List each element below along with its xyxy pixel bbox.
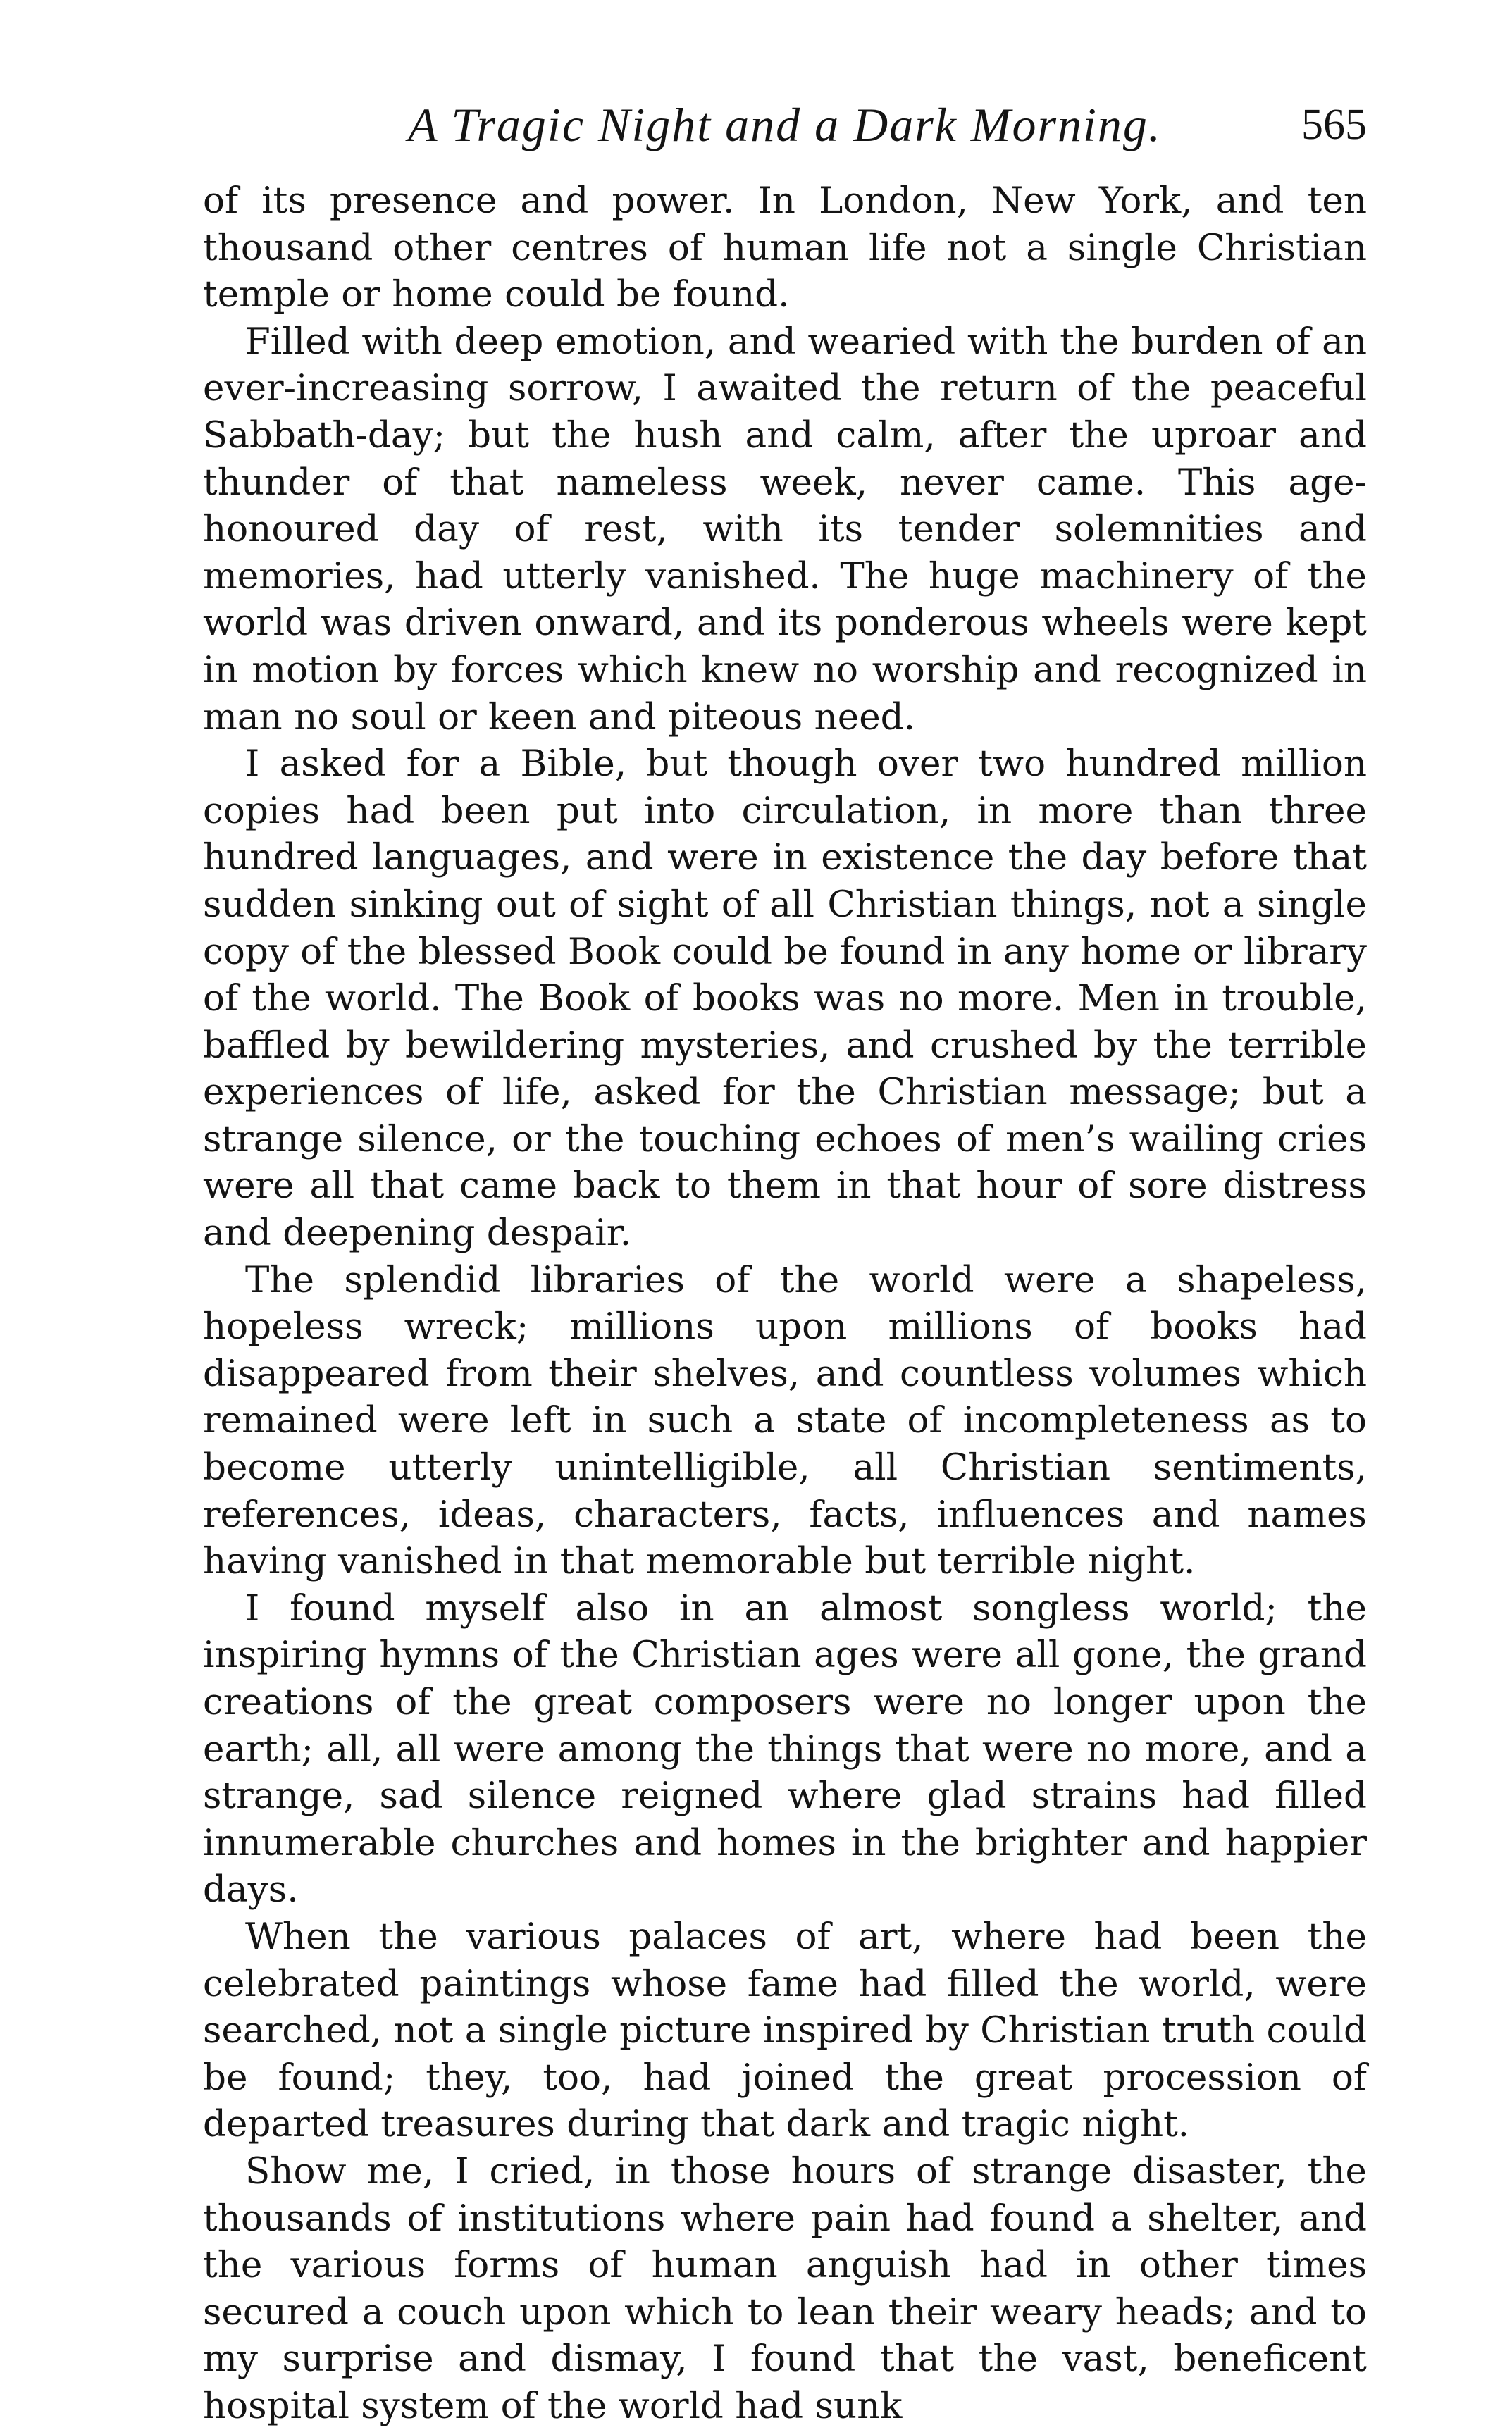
- paragraph: I found myself also in an almost songless world; the inspiring hymns of the Christian ages were all gone, the grand creations of the great composers were no longer upon the earth; all, all were among the things that were no more, and a strange, sad silence reigned where glad strains had filled innumerable churches and homes in the brighter and happier days.: [203, 1587, 1367, 1911]
- page-header: [203, 97, 1367, 161]
- body-text: [203, 178, 1367, 2430]
- running-title: A Tragic Night and a Dark Morning.: [408, 98, 1162, 151]
- paragraph: The splendid libraries of the world were a shapeless, hopeless wreck; millions upon millions of books had disappeared from their shelves, and countless volumes which remained were left in such a state of incompleteness as to become utterly unintelligible, all Christian sentiments, references, ideas, characters, facts, influences and names having vanished in that memorable but terrible night.: [203, 1258, 1367, 1583]
- paragraph: Filled with deep emotion, and wearied with the burden of an ever-increasing sorrow, I awaited the return of the peaceful Sabbath-day; but the hush and calm, after the uproar and thunder of that nameless week, never came. This age-honoured day of rest, with its tender solemnities and memories, had utterly vanished. The huge machinery of the world was driven onward, and its ponderous wheels were kept in motion by forces which knew no worship and recognized in man no soul or keen and piteous need.: [203, 320, 1367, 738]
- paragraph: of its presence and power. In London, New York, and ten thousand other centres of human life not a single Christian temple or home could be found.: [203, 180, 1367, 316]
- paragraph: I asked for a Bible, but though over two hundred million copies had been put into circulation, in more than three hundred languages, and were in existence the day before that sudden sinking out of sight of all Christian things, not a single copy of the blessed Book could be found in any home or library of the world. The Book of books was no more. Men in trouble, baffled by bewildering mysteries, and crushed by the terrible experiences of life, asked for the Christian message; but a strange silence, or the touching echoes of men’s wailing cries were all that came back to them in that hour of sore distress and deepening despair.: [203, 743, 1367, 1255]
- paragraph: Show me, I cried, in those hours of strange disaster, the thousands of institutions where pain had found a shelter, and the various forms of human anguish had in other times secured a couch upon which to lean their weary heads; and to my surprise and dismay, I found that the vast, beneficent hospital system of the world had sunk: [203, 2150, 1367, 2427]
- page-number: 565: [1301, 101, 1367, 149]
- paragraph: When the various palaces of art, where had been the celebrated paintings whose fame had filled the world, were searched, not a single picture inspired by Christian truth could be found; they, too, had joined the great procession of departed treasures during that dark and tragic night.: [203, 1915, 1367, 2146]
